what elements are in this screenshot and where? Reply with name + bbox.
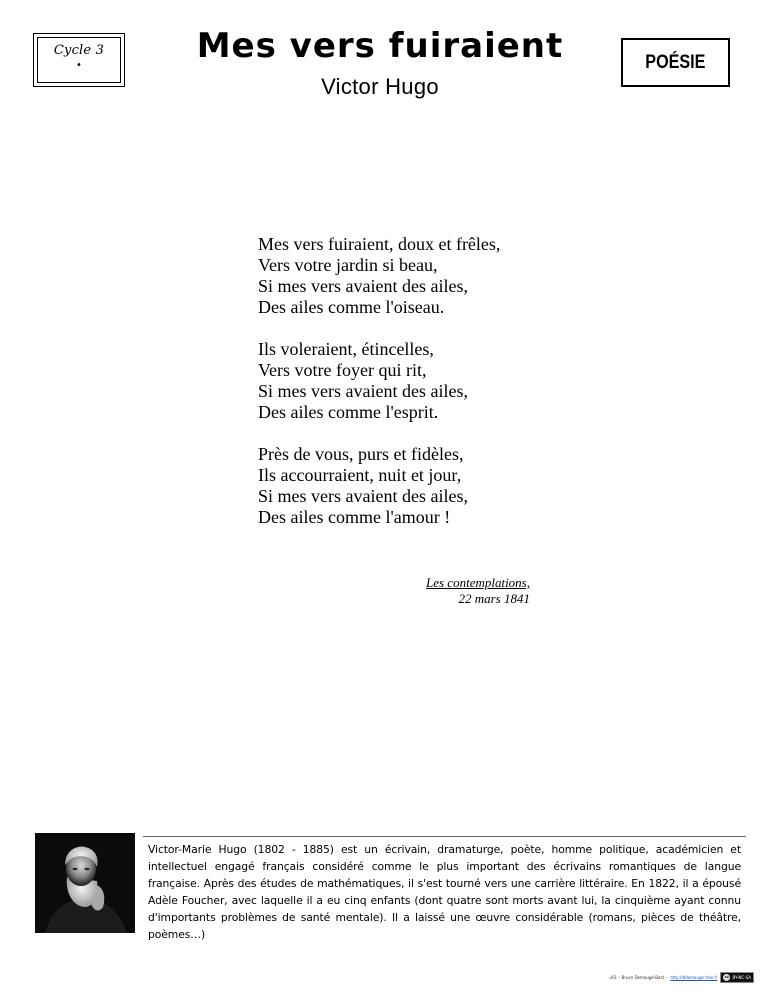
verse: Mes vers fuiraient, doux et frêles,	[258, 234, 501, 254]
verse: Si mes vers avaient des ailes,	[258, 381, 468, 401]
verse: Des ailes comme l'amour !	[258, 507, 451, 527]
stanza-1	[258, 234, 500, 318]
cycle-box	[33, 33, 125, 87]
footer-credits	[610, 972, 754, 983]
poem-author: Victor Hugo	[321, 74, 439, 99]
verse: Vers votre foyer qui rit,	[258, 360, 427, 380]
stanza-2	[258, 339, 500, 423]
verse: Si mes vers avaient des ailes,	[258, 486, 468, 506]
stanza-3	[258, 444, 500, 528]
cycle-mark: •	[76, 60, 82, 71]
license-label: BY-NC-SA	[732, 975, 751, 980]
genre-box	[621, 38, 730, 87]
genre-label: POÉSIE	[645, 51, 706, 73]
source-book: Les contemplations,	[426, 575, 530, 590]
author-biography: Victor-Marie Hugo (1802 - 1885) est un écrivain, dramaturge, poète, homme politique, académicien et intellectuel engagé français considéré comme le plus important des écrivains romantiques de langue française. Après des études de mathématiques, il s'est tourné vers une carrière littéraire. En 1822, il a épousé Adèle Foucher, avec laquelle il a eu cinq enfants (dont quatre sont morts avant lui, la cinquième ayant connu d'importants problèmes de santé mentale). Il a laissé une œuvre considérable (romans, pièces de théâtre, poèmes…)	[148, 843, 741, 941]
license-badge	[720, 972, 754, 983]
source-date: 22 mars 1841	[458, 591, 530, 606]
cc-icon: cc	[724, 975, 730, 979]
verse: Ils voleraient, étincelles,	[258, 339, 434, 359]
verse: Si mes vers avaient des ailes,	[258, 276, 468, 296]
verse: Près de vous, purs et fidèles,	[258, 444, 464, 464]
biography-divider	[143, 836, 746, 837]
poem-title: Mes vers fuiraient	[196, 26, 564, 66]
cycle-label: Cycle 3	[53, 43, 105, 58]
author-portrait	[35, 833, 135, 933]
poem-body	[258, 234, 500, 549]
footer-credit: v01 – Bruce Demaugé-Bost –	[609, 975, 668, 980]
footer-link[interactable]: http://bdemauge.free.fr	[670, 975, 718, 980]
verse: Vers votre jardin si beau,	[258, 255, 438, 275]
verse: Ils accourraient, nuit et jour,	[258, 465, 462, 485]
portrait-illustration	[35, 833, 135, 933]
verse: Des ailes comme l'oiseau.	[258, 297, 445, 317]
poem-source	[360, 575, 530, 607]
verse: Des ailes comme l'esprit.	[258, 402, 439, 422]
